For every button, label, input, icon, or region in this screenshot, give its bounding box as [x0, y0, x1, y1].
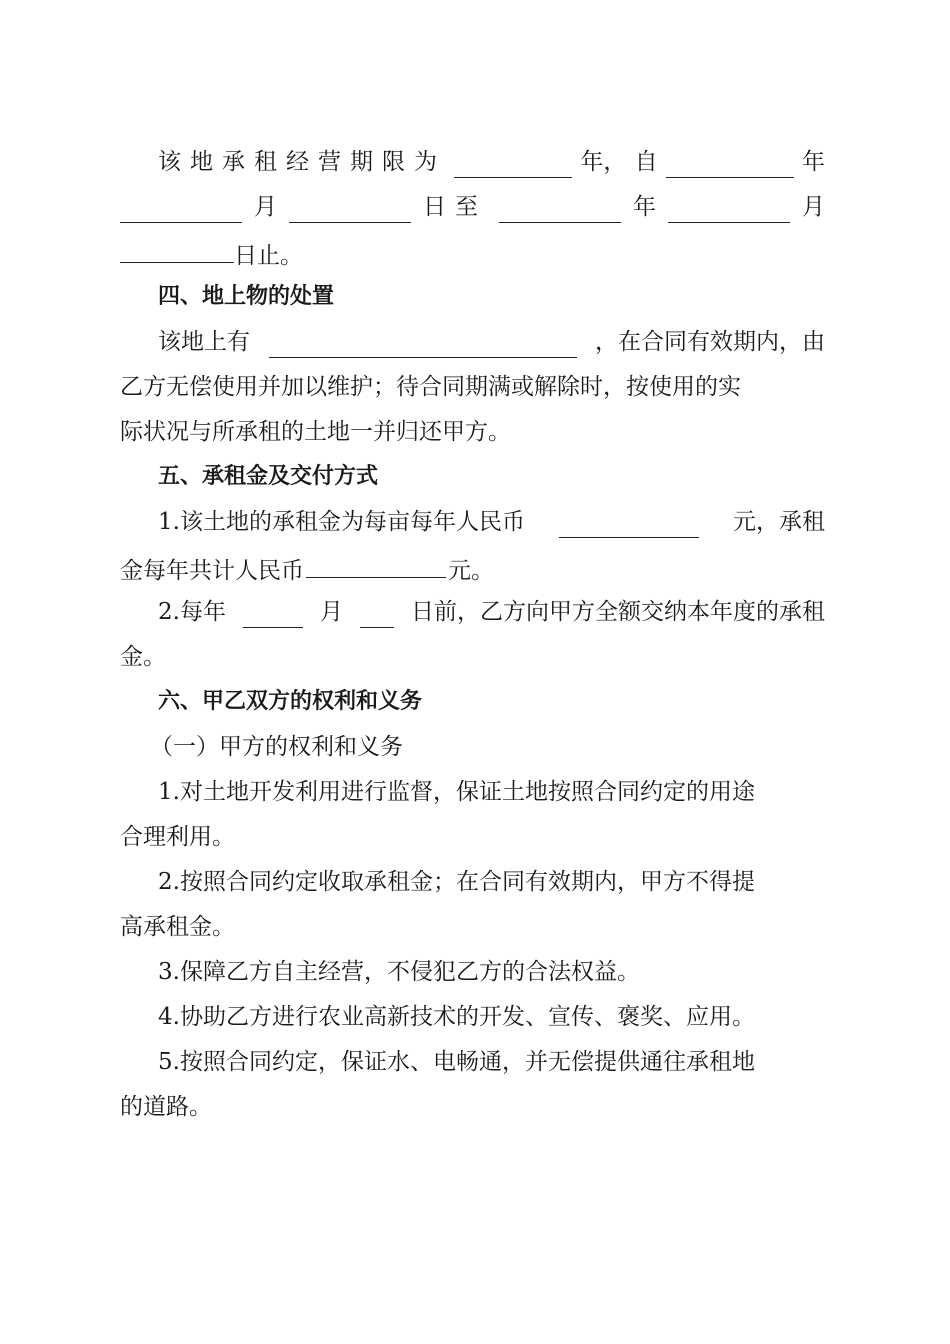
blank-end-year — [499, 192, 621, 223]
sec5-item-2-line-2: 金。 — [120, 644, 166, 670]
sec5-item-1-line-1 — [158, 502, 825, 542]
start-year-label: 年 — [801, 149, 825, 175]
start-day-to-label: 日至 — [423, 194, 487, 220]
end-day-label: 日止。 — [234, 243, 303, 269]
section-4-title: 四、地上物的处置 — [158, 284, 335, 309]
section-6-subtitle-1: （一）甲方的权利和义务 — [150, 734, 403, 760]
section-6-title: 六、甲乙双方的权利和义务 — [158, 689, 423, 714]
blank-start-month — [120, 192, 242, 223]
from-label: 自 — [634, 149, 658, 175]
blank-ground-objects — [269, 327, 577, 358]
sec5-item-2-text-c: 日前，乙方向甲方全额交纳本年度的承租 — [410, 599, 825, 625]
sec4-para-line-3: 际状况与所承租的土地一并归还甲方。 — [120, 419, 511, 445]
sec4-para-line-2: 乙方无偿使用并加以维护；待合同期满或解除时，按使用的实 — [120, 374, 741, 400]
blank-years — [454, 147, 572, 178]
sec5-item-1-text-c: 金每年共计人民币 — [120, 558, 304, 584]
start-month-label: 月 — [254, 194, 277, 220]
lease-term-text: 该地承租经营期限为 — [158, 149, 446, 175]
blank-end-month — [668, 192, 790, 223]
sec6-item-4: 4.协助乙方进行农业高新技术的开发、宣传、褒奖、应用。 — [158, 1004, 755, 1030]
sec5-item-2-text-b: 月 — [319, 599, 343, 625]
blank-start-day — [289, 192, 411, 223]
sec5-item-1-line-2 — [120, 547, 825, 587]
blank-pay-day — [360, 597, 394, 628]
section-5-title: 五、承租金及交付方式 — [158, 464, 379, 489]
sec5-item-1-text: 1.该土地的承租金为每亩每年人民币 — [158, 509, 525, 535]
sec6-item-2-line-1: 2.按照合同约定收取承租金；在合同有效期内，甲方不得提 — [158, 869, 755, 895]
blank-rent-total — [306, 547, 446, 578]
sec4-text-b: ，在合同有效期内，由 — [595, 329, 825, 355]
sec6-item-3: 3.保障乙方自主经营，不侵犯乙方的合法权益。 — [158, 959, 640, 985]
blank-pay-month — [243, 597, 303, 628]
lease-term-line-3 — [120, 232, 825, 272]
end-year-label: 年 — [633, 194, 656, 220]
sec6-item-5-line-1: 5.按照合同约定，保证水、电畅通，并无偿提供通往承租地 — [158, 1049, 755, 1075]
sec4-para-line-1 — [158, 322, 825, 362]
blank-rent-per-mu — [559, 507, 699, 538]
blank-end-day — [120, 232, 234, 263]
year-label: 年， — [580, 149, 627, 175]
sec6-item-2-line-2: 高承租金。 — [120, 914, 235, 940]
sec6-item-1-line-2: 合理利用。 — [120, 824, 235, 850]
sec5-item-1-text-b: 元，承租 — [732, 509, 825, 535]
sec6-item-5-line-2: 的道路。 — [120, 1094, 212, 1120]
end-month-label: 月 — [802, 194, 825, 220]
blank-start-year — [666, 147, 794, 178]
sec4-text-a: 该地上有 — [158, 329, 250, 355]
sec5-item-1-text-d: 元。 — [448, 558, 494, 584]
sec5-item-2-line-1 — [158, 592, 825, 632]
lease-term-line-1 — [158, 142, 825, 182]
lease-term-line-2 — [120, 187, 825, 227]
sec5-item-2-text-a: 2.每年 — [158, 599, 226, 625]
sec6-item-1-line-1: 1.对土地开发利用进行监督，保证土地按照合同约定的用途 — [158, 779, 755, 805]
